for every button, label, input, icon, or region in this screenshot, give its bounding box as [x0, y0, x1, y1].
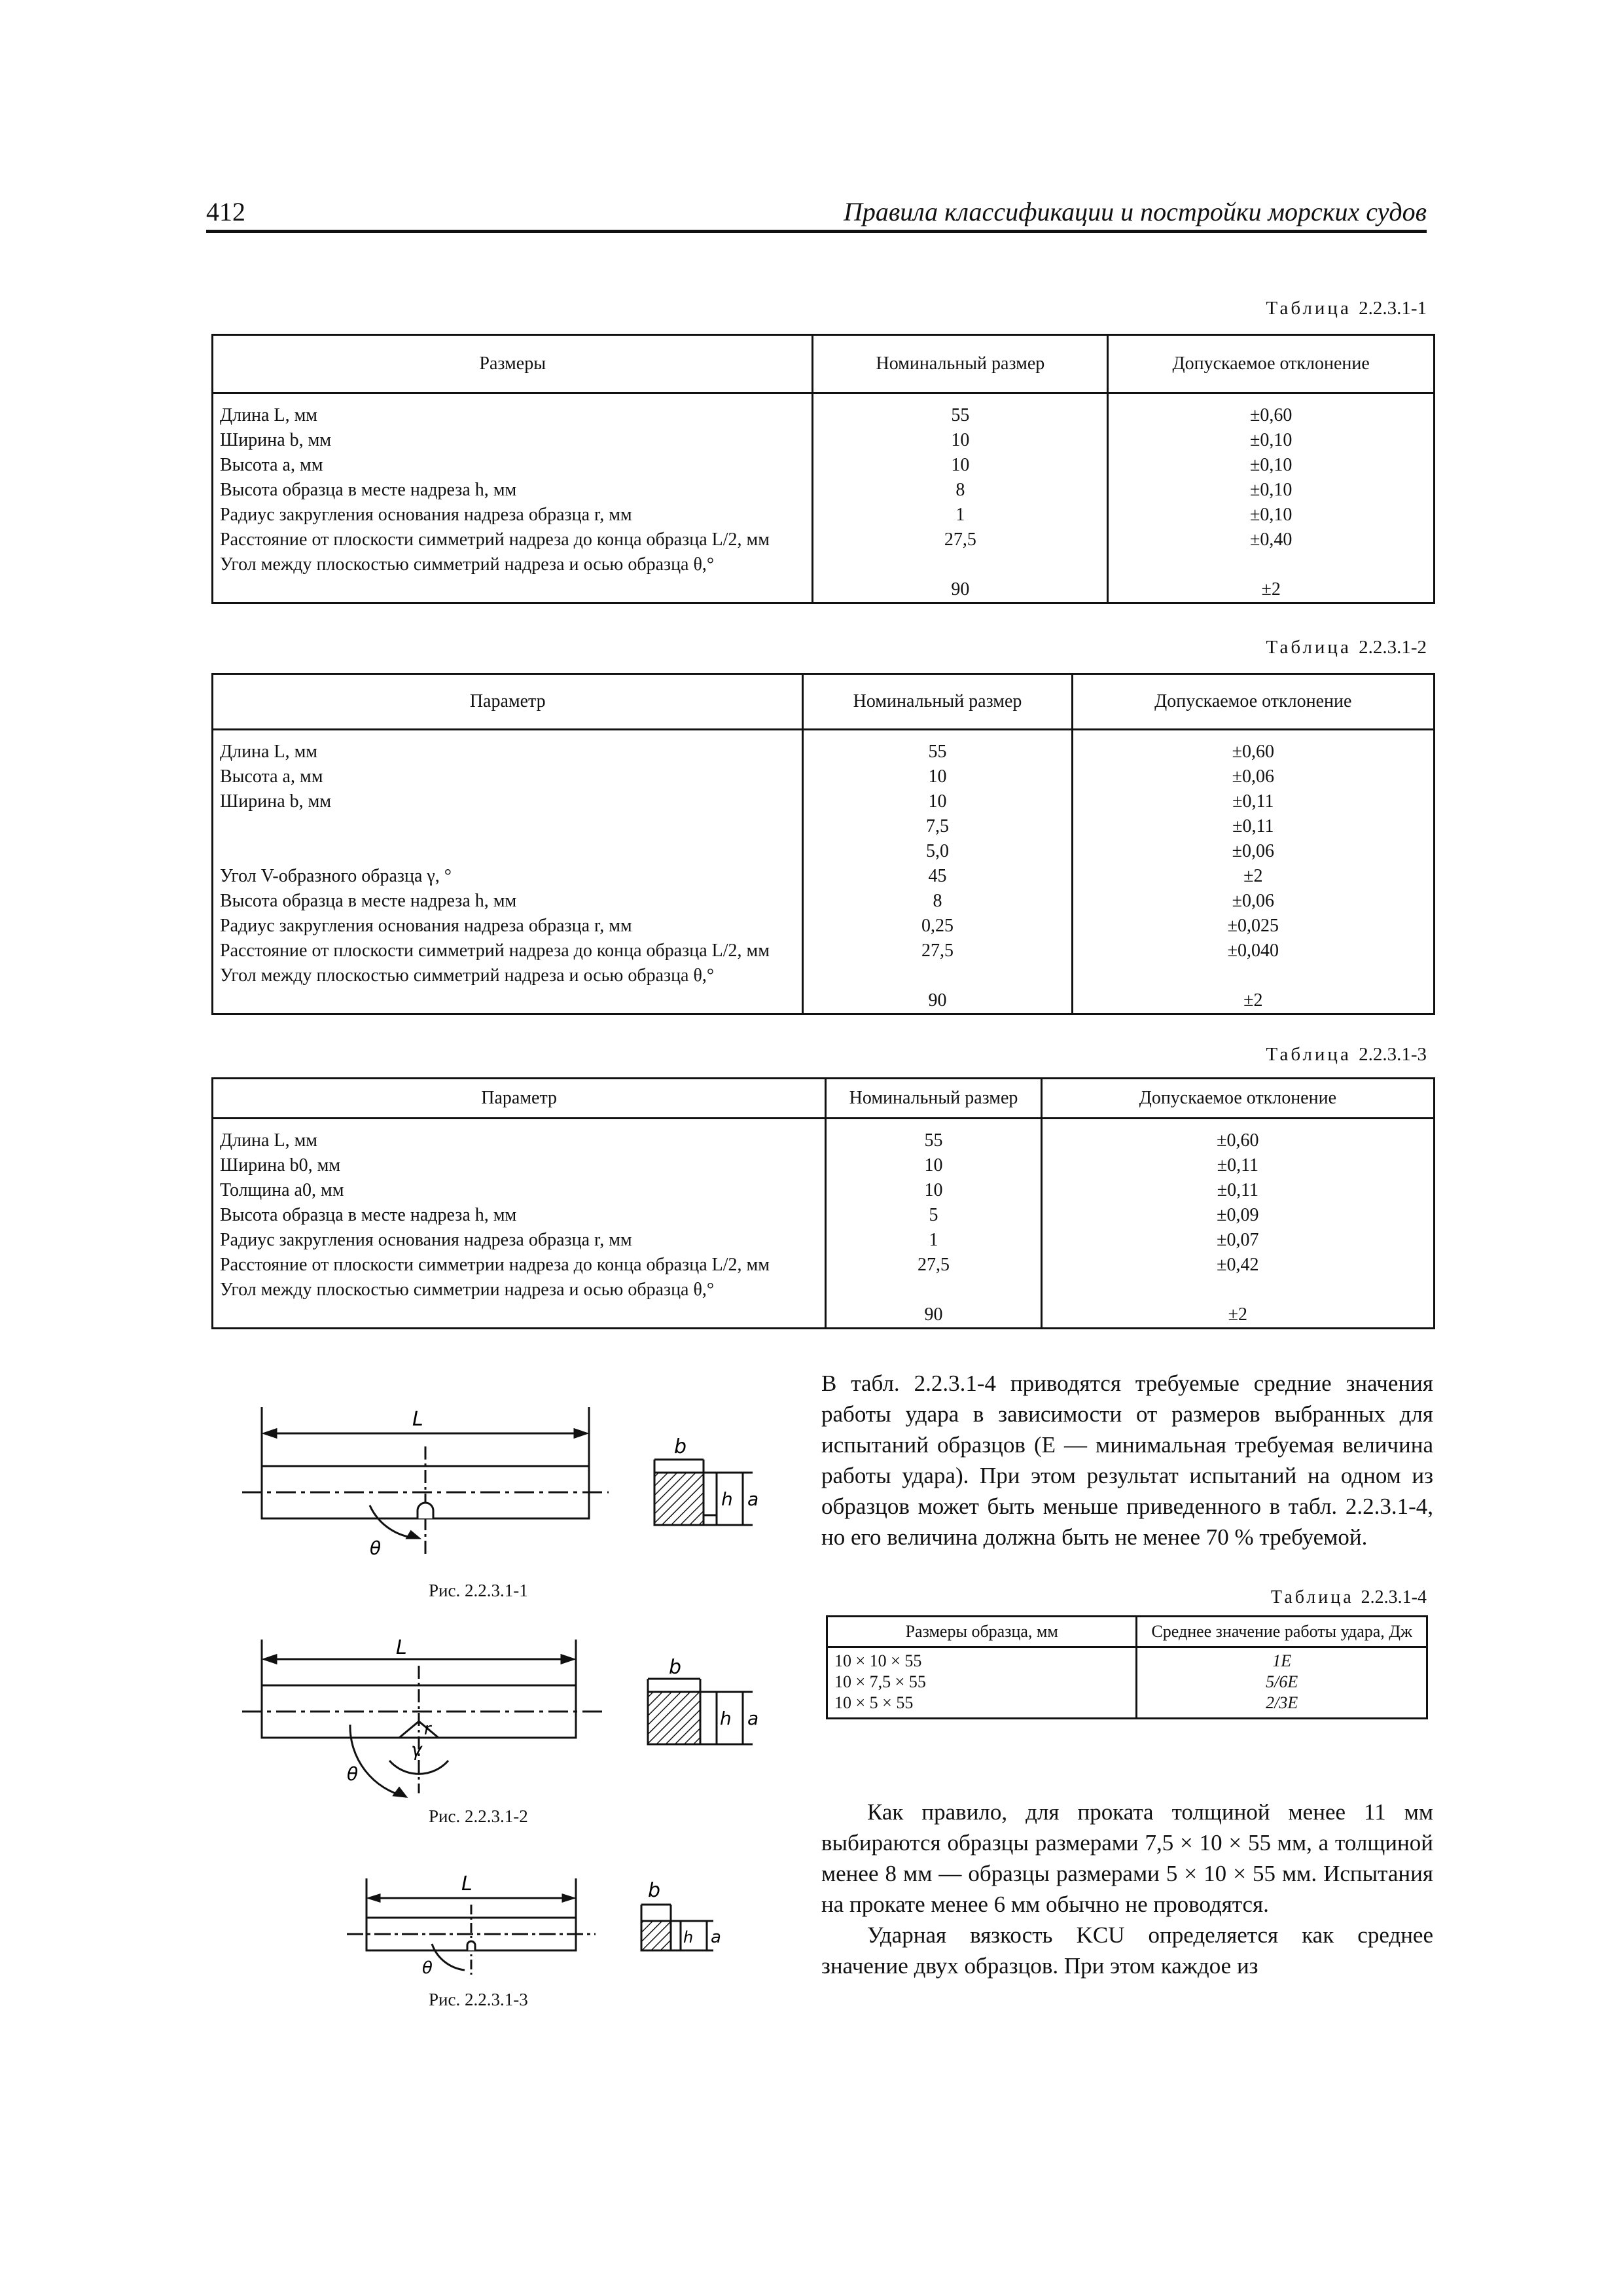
paragraph-2-text: Как правило, для проката толщиной менее 11 мм выбираются образцы размерами 7,5 × 10 × 55 мм, а толщиной менее 8 мм — образцы размерами 5 × 10 × 55 мм. Испытания на прокате менее 6 мм обычно не проводятся.: [821, 1799, 1433, 1917]
table1-header-nominal: Номинальный размер: [813, 335, 1108, 393]
table-cell: ±0,42: [1217, 1255, 1259, 1275]
paragraph-1-text: В табл. 2.2.3.1-4 приводятся требуемые средние значения работы удара в зависимости от размеров выбранных для испытаний образцов (E — минимальная требуемая величина работы удара). При этом результат испытаний на одном из образцов может быть меньше приведенного в табл. 2.2.3.1-4, но его величина должна быть не менее 70 % требуемой.: [821, 1371, 1433, 1550]
table-cell: ±0,10: [1249, 480, 1293, 500]
paragraph-3-text: Ударная вязкость KCU определяется как среднее значение двух образцов. При этом каждое из: [821, 1922, 1433, 1979]
fig2-label-gamma: γ: [411, 1739, 422, 1761]
table-cell: 8: [955, 480, 965, 500]
figure-1-caption: Рис. 2.2.3.1-1: [429, 1581, 528, 1600]
fig3-label-a: a: [711, 1928, 721, 1947]
table-cell: Угол между плоскостью симметрий надреза и осью образца θ,°: [220, 965, 715, 986]
table3-header-nominal: Номинальный размер: [826, 1079, 1041, 1119]
table3-nominal-column: [826, 1119, 1041, 1329]
table-cell: 0,25: [921, 916, 954, 936]
table-cell: ±0,025: [1227, 916, 1279, 936]
figure-2-caption: Рис. 2.2.3.1-2: [429, 1806, 528, 1826]
figure-1-drawing: [242, 1407, 772, 1571]
fig3-label-theta: θ: [422, 1958, 433, 1978]
table-cell: 10: [928, 791, 947, 812]
table-cell: 1E: [1137, 1647, 1427, 1672]
table-cell: ±0,040: [1227, 941, 1279, 961]
table-cell: 5,0: [926, 841, 950, 861]
table3-tolerance-column: [1041, 1119, 1434, 1329]
fig3-label-h: h: [683, 1928, 694, 1946]
fig1-label-h: h: [721, 1488, 733, 1510]
table-cell: Угол V-образного образца γ, °: [220, 866, 452, 886]
table-cell: Толщина a0, мм: [220, 1180, 344, 1200]
table-cell: ±0,06: [1232, 891, 1274, 911]
table1-header-tolerance: Допускаемое отклонение: [1108, 335, 1435, 393]
table-cell: ±0,10: [1249, 505, 1293, 525]
table-cell: Ширина b, мм: [220, 430, 332, 450]
table-row: [827, 1647, 1427, 1672]
table-cell: Расстояние от плоскости симметрии надреза до конца образца L/2, мм: [220, 1255, 770, 1275]
fig2-label-r: r: [424, 1719, 431, 1739]
table-cell: [220, 814, 795, 839]
table4-caption: Таблица 2.2.3.1-4: [1270, 1587, 1427, 1607]
table-cell: 90: [924, 1304, 943, 1325]
table-cell: 55: [928, 742, 947, 762]
fig1-label-a: a: [747, 1488, 759, 1510]
table-row: [827, 1672, 1427, 1693]
table-row: [827, 1693, 1427, 1719]
figure-2-drawing: [242, 1640, 772, 1803]
fig2-label-b: b: [669, 1656, 682, 1679]
table4-header-size: Размеры образца, мм: [827, 1617, 1137, 1647]
table3: [211, 1077, 1435, 1329]
table2-header-nominal: Номинальный размер: [803, 674, 1072, 730]
table-cell: ±2: [1243, 866, 1263, 886]
table-cell: ±0,11: [1232, 791, 1274, 812]
table-cell: 5/6E: [1137, 1672, 1427, 1693]
table-cell: 90: [928, 990, 947, 1011]
table4-header-energy: Среднее значение работы удара, Дж: [1137, 1617, 1427, 1647]
table-cell: 1: [955, 505, 965, 525]
table-cell: Радиус закругления основания надреза образца r, мм: [220, 916, 632, 936]
table-cell: ±0,60: [1232, 742, 1274, 762]
table-cell: Ширина b0, мм: [220, 1155, 341, 1175]
table-cell: 90: [951, 579, 970, 600]
paragraph-2: [821, 1797, 1433, 1981]
table-cell: Ширина b, мм: [220, 791, 332, 812]
figure-3-drawing: [347, 1865, 753, 1983]
table2-caption: Таблица 2.2.3.1-2: [1266, 637, 1427, 658]
table3-header-tolerance: Допускаемое отклонение: [1041, 1079, 1434, 1119]
table-cell: ±0,60: [1249, 405, 1293, 425]
table-cell: ±0,06: [1232, 766, 1274, 787]
table-cell: Расстояние от плоскости симметрий надреза до конца образца L/2, мм: [220, 529, 770, 550]
table-cell: 1: [929, 1230, 938, 1250]
table1-header-param: Размеры: [213, 335, 813, 393]
table-cell: 10 × 7,5 × 55: [827, 1672, 1137, 1693]
table-cell: Высота a, мм: [220, 766, 323, 787]
table-cell: Радиус закругления основания надреза образца r, мм: [220, 1230, 632, 1250]
table-cell: ±0,11: [1217, 1180, 1259, 1200]
table-cell: ±0,10: [1249, 430, 1293, 450]
table-cell: 27,5: [921, 941, 954, 961]
table2-nominal-column: [803, 730, 1072, 1014]
table-cell: 27,5: [918, 1255, 950, 1275]
table1-tolerance-column: [1108, 393, 1435, 603]
table-cell: Угол между плоскостью симметрий надреза и осью образца θ,°: [220, 554, 715, 575]
table-cell: 10: [951, 455, 970, 475]
table1-caption: Таблица 2.2.3.1-1: [1266, 298, 1427, 319]
table-cell: ±0,11: [1217, 1155, 1259, 1175]
table-cell: 27,5: [944, 529, 976, 550]
table2-param-column: [213, 730, 803, 1014]
table4: [826, 1615, 1428, 1719]
table-cell: Радиус закругления основания надреза образца r, мм: [220, 505, 632, 525]
paragraph-1: [821, 1368, 1433, 1552]
table3-header-param: Параметр: [213, 1079, 826, 1119]
page-number: 412: [206, 197, 245, 226]
table-cell: 10 × 5 × 55: [827, 1693, 1137, 1719]
table-cell: ±0,07: [1217, 1230, 1259, 1250]
figure-3-caption: Рис. 2.2.3.1-3: [429, 1990, 528, 2009]
table-cell: ±2: [1228, 1304, 1248, 1325]
fig2-label-theta: θ: [347, 1763, 359, 1785]
fig3-label-b: b: [648, 1879, 661, 1902]
fig1-label-L: L: [412, 1408, 423, 1431]
table3-param-column: [213, 1119, 826, 1329]
table-cell: 10 × 10 × 55: [827, 1647, 1137, 1672]
table2-tolerance-column: [1072, 730, 1434, 1014]
table2-header-tolerance: Допускаемое отклонение: [1072, 674, 1434, 730]
table-cell: Длина L, мм: [220, 405, 318, 425]
fig2-label-a: a: [747, 1708, 759, 1729]
table1-nominal-column: [813, 393, 1108, 603]
table-cell: 8: [933, 891, 942, 911]
fig3-label-L: L: [461, 1873, 473, 1895]
table-cell: 5: [929, 1205, 938, 1225]
table-cell: 10: [951, 430, 970, 450]
table-cell: ±0,06: [1232, 841, 1274, 861]
table-cell: Расстояние от плоскости симметрий надреза до конца образца L/2, мм: [220, 941, 770, 961]
table-cell: 7,5: [926, 816, 950, 836]
table1-param-column: [213, 393, 813, 603]
table-cell: Высота образца в месте надреза h, мм: [220, 480, 517, 500]
table-cell: ±0,40: [1249, 529, 1293, 550]
table1: [211, 334, 1435, 604]
table-cell: Длина L, мм: [220, 1130, 318, 1151]
table3-caption: Таблица 2.2.3.1-3: [1266, 1044, 1427, 1065]
table-cell: 55: [924, 1130, 943, 1151]
table-cell: 10: [928, 766, 947, 787]
table2-header-param: Параметр: [213, 674, 803, 730]
table-cell: Высота образца в месте надреза h, мм: [220, 891, 517, 911]
fig1-label-b: b: [674, 1435, 687, 1458]
table-cell: ±2: [1261, 579, 1281, 600]
table-cell: 45: [928, 866, 947, 886]
table2: [211, 673, 1435, 1015]
running-title: Правила классификации и постройки морских судов: [843, 197, 1427, 226]
table-cell: 55: [951, 405, 970, 425]
table-cell: [220, 839, 795, 864]
table-cell: Угол между плоскостью симметрии надреза и осью образца θ,°: [220, 1280, 715, 1300]
table-cell: 2/3E: [1137, 1693, 1427, 1719]
fig2-label-L: L: [396, 1640, 407, 1659]
fig2-label-h: h: [720, 1708, 732, 1729]
fig1-label-theta: θ: [370, 1537, 382, 1559]
table-cell: 10: [924, 1180, 943, 1200]
table-cell: Высота образца в месте надреза h, мм: [220, 1205, 517, 1225]
header-rule: [206, 230, 1427, 233]
table-cell: Длина L, мм: [220, 742, 318, 762]
table-cell: ±0,10: [1249, 455, 1293, 475]
table-cell: ±0,11: [1232, 816, 1274, 836]
table-cell: ±0,60: [1217, 1130, 1259, 1151]
table-cell: ±0,09: [1217, 1205, 1259, 1225]
table-cell: 10: [924, 1155, 943, 1175]
table-cell: Высота a, мм: [220, 455, 323, 475]
table-cell: ±2: [1243, 990, 1263, 1011]
